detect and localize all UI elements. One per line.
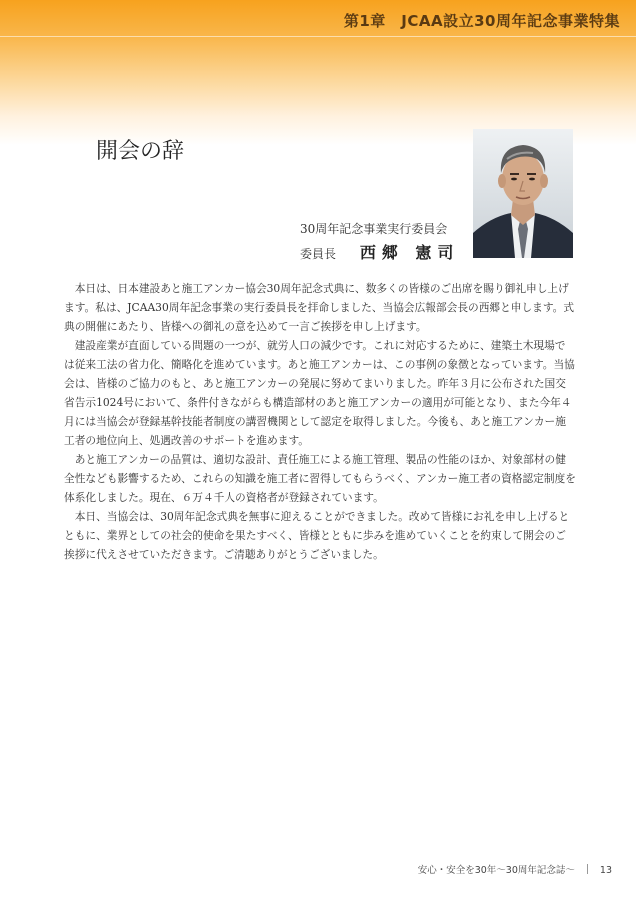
page-title: 開会の辞 bbox=[96, 139, 185, 164]
speaker-role: 委員長 bbox=[300, 247, 337, 261]
page-number: 13 bbox=[599, 865, 612, 876]
paragraph: 本日、当協会は、30周年記念式典を無事に迎えることができました。改めて皆様にお礼を申し上げるとともに、業界としての社会的使命を果たすべく、皆様とともに歩みを進めていくことを約束して開会のご挨拶に代えさせていただきます。ご清聴ありがとうございました。 bbox=[64, 510, 570, 561]
portrait-image bbox=[473, 129, 573, 258]
header-divider bbox=[0, 36, 636, 37]
speaker-name: 西郷 憲司 bbox=[359, 243, 460, 262]
page-footer bbox=[418, 862, 612, 876]
article-body bbox=[64, 279, 576, 564]
speaker-portrait bbox=[473, 129, 573, 258]
paragraph: 本日は、日本建設あと施工アンカー協会30周年記念式典に、数多くの皆様のご出席を賜り御礼申し上げます。私は、JCAA30周年記念事業の実行委員長を拝命しました、当協会広報部会長の西郷と申します。式典の開催にあたり、皆様への御礼の意を込めて一言ご挨拶を申し上げます。 bbox=[64, 282, 575, 333]
paragraph: あと施工アンカーの品質は、適切な設計、責任施工による施工管理、製品の性能のほか、対象部材の健全性なども影響するため、これらの知識を施工者に習得してもらうべく、アンカー施工者の資格認定制度を体系化しました。現在、６万４千人の資格者が登録されています。 bbox=[64, 453, 576, 504]
chapter-title: 第1章 JCAA設立30周年記念事業特集 bbox=[343, 12, 620, 30]
paragraph: 建設産業が直面している問題の一つが、就労人口の減少です。これに対応するために、建築土木現場では従来工法の省力化、簡略化を進めています。あと施工アンカーは、この事例の象徴となっています。当協会は、皆様のご協力のもと、あと施工アンカーの発展に努めてまいりました。昨年３月に公布された国交省告示1024号において、条件付きながらも構造部材のあと施工アンカーの適用が可能となり、また今年４月には当協会が登録基幹技能者制度の講習機関として認定を取得しました。今後も、あと施工アンカー施工者の地位向上、処遇改善のサポートを進めます。 bbox=[64, 339, 575, 447]
speaker-organization: 30周年記念事業実行委員会 bbox=[300, 222, 448, 236]
footer-divider bbox=[587, 864, 588, 874]
speaker-line bbox=[300, 240, 459, 263]
publication-title: 安心・安全を30年〜30周年記念誌〜 bbox=[417, 865, 575, 876]
